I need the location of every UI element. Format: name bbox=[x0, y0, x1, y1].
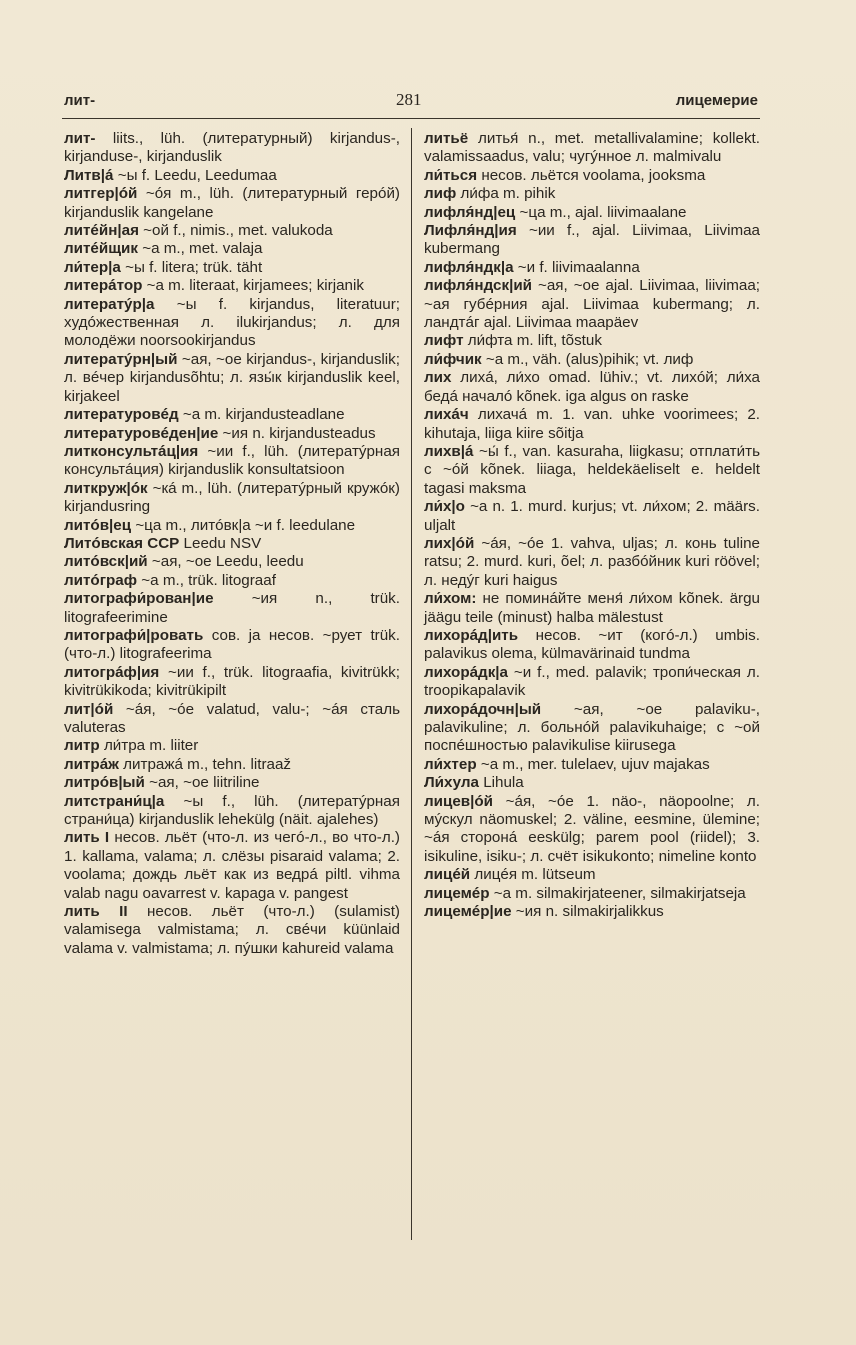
entry-headword: лифля́нд|ец bbox=[424, 203, 516, 221]
dictionary-entry bbox=[424, 756, 760, 774]
entry-headword: Ли́хула bbox=[424, 774, 479, 792]
entry-definition: ~ии f., ajal. Liivimaa, Liivimaa kubermang bbox=[424, 222, 760, 258]
dictionary-entry bbox=[64, 443, 400, 480]
entry-headword: лихáч bbox=[424, 406, 469, 424]
dictionary-entry bbox=[64, 756, 400, 774]
dictionary-entry bbox=[64, 406, 400, 424]
dictionary-entry bbox=[64, 425, 400, 443]
dictionary-entry bbox=[64, 553, 400, 571]
entry-definition: Leedu NSV bbox=[183, 534, 262, 552]
entry-headword: ли́ться bbox=[424, 166, 478, 184]
entry-definition: ~ы f., lüh. (литератýрная страни́ца) kirjanduslik lehekülg (näit. ajalehes) bbox=[64, 792, 400, 829]
entry-headword: ли́тер|а bbox=[64, 258, 121, 276]
entry-headword: лить I bbox=[64, 829, 110, 847]
entry-definition: ~а m. literaat, kirjamees; kirjanik bbox=[146, 277, 364, 295]
entry-definition: ~ая, ~ое ajal. Liivimaa, liivimaa; ~ая губéрния ajal. Liivimaa kubermang; л. ландтáг ajal. Liivimaa maapäev bbox=[424, 277, 760, 332]
dictionary-entry bbox=[424, 204, 760, 222]
entry-definition: ~кá m., lüh. (литератýрный кружóк) kirjandusring bbox=[64, 479, 400, 516]
dictionary-entry bbox=[64, 903, 400, 958]
entry-definition: ~а m., trük. litograaf bbox=[141, 571, 276, 589]
entry-headword: лицемéр|ие bbox=[424, 903, 512, 921]
entry-definition: несов. льётся voolama, jooksma bbox=[481, 166, 706, 184]
dictionary-entry bbox=[424, 535, 760, 590]
dictionary-entry bbox=[64, 167, 400, 185]
right-column bbox=[424, 130, 760, 921]
entry-headword: литератýрн|ый bbox=[64, 350, 178, 368]
entry-headword: Литóвская ССР bbox=[64, 534, 180, 552]
entry-headword: литóвск|ий bbox=[64, 553, 148, 571]
entry-definition: ~а m., met. valaja bbox=[142, 240, 263, 258]
entry-definition: сов. ja несов. ~рует trük. (что-л.) litografeerima bbox=[64, 626, 400, 663]
entry-headword: литогрáф|ия bbox=[64, 663, 160, 681]
entry-definition: ~а m. silmakirjateener, silmakirjatseja bbox=[493, 884, 746, 902]
dictionary-entry bbox=[64, 627, 400, 664]
dictionary-entry bbox=[64, 351, 400, 406]
entry-headword: литературовéд bbox=[64, 406, 179, 424]
dictionary-entry bbox=[64, 517, 400, 535]
entry-headword: Лифля́нд|ия bbox=[424, 222, 517, 240]
entry-headword: лифт bbox=[424, 332, 464, 350]
entry-definition: ~а m. kirjandusteadlane bbox=[182, 406, 345, 424]
entry-definition: ~ии f., lüh. (литератýрная консультáция) kirjanduslik konsultatsioon bbox=[64, 442, 400, 479]
dictionary-entry bbox=[64, 222, 400, 240]
dictionary-entry bbox=[424, 590, 760, 627]
dictionary-entry bbox=[424, 627, 760, 664]
dictionary-entry bbox=[424, 664, 760, 701]
dictionary-entry bbox=[424, 774, 760, 792]
dictionary-entry bbox=[424, 277, 760, 332]
entry-headword: лить II bbox=[64, 903, 128, 921]
dictionary-entry bbox=[64, 480, 400, 517]
entry-definition: ~ая, ~ое Leedu, leedu bbox=[151, 553, 304, 571]
dictionary-entry bbox=[64, 130, 400, 167]
entry-headword: литéйщик bbox=[64, 240, 138, 258]
entry-headword: литстрани́ц|а bbox=[64, 792, 165, 810]
entry-headword: лих bbox=[424, 369, 452, 387]
dictionary-entry bbox=[64, 296, 400, 351]
dictionary-entry bbox=[424, 351, 760, 369]
entry-headword: лит|óй bbox=[64, 700, 114, 718]
entry-headword: литр bbox=[64, 737, 100, 755]
dictionary-entry bbox=[424, 130, 760, 167]
entry-definition: liits., lüh. (литературный) kirjandus-, kirjanduse-, kirjanduslik bbox=[64, 130, 400, 166]
dictionary-entry bbox=[424, 406, 760, 443]
entry-definition: ~ца m., ajal. liivimaalane bbox=[519, 203, 687, 221]
entry-headword: лицемéр bbox=[424, 884, 490, 902]
entry-headword: литéйн|ая bbox=[64, 222, 139, 240]
dictionary-entry bbox=[424, 443, 760, 498]
entry-headword: литгер|óй bbox=[64, 185, 138, 203]
entry-definition: ~ая, ~ое liitriline bbox=[149, 774, 260, 792]
dictionary-entry bbox=[424, 369, 760, 406]
dictionary-entry bbox=[424, 793, 760, 867]
entry-headword: литографи́рован|ие bbox=[64, 590, 214, 608]
entry-definition: литья́ n., met. metallivalamine; kollekt. valamissaadus, valu; чугýнное л. malmivalu bbox=[424, 130, 760, 166]
entry-headword: лих|óй bbox=[424, 534, 475, 552]
entry-definition: ~а n. 1. murd. kurjus; vt. ли́хом; 2. määrs. uljalt bbox=[424, 498, 760, 534]
entry-headword: литературовéден|ие bbox=[64, 424, 219, 442]
dictionary-entry bbox=[424, 332, 760, 350]
entry-definition: Lihula bbox=[483, 774, 524, 792]
entry-headword: литконсультáц|ия bbox=[64, 442, 199, 460]
entry-definition: ~ы f. kirjandus, literatuur; худóжественная л. ilukirjandus; л. для молодёжи noorsookirjandus bbox=[64, 295, 400, 350]
entry-definition: лихачá m. 1. van. uhke voorimees; 2. kihutaja, liiga kiire sõitja bbox=[424, 406, 760, 442]
running-header bbox=[64, 88, 758, 118]
entry-headword: лицев|óй bbox=[424, 792, 493, 810]
entry-definition: лихá, ли́хо omad. lühiv.; vt. лихóй; ли́ха бедá началó kõnek. iga algus on raske bbox=[424, 369, 760, 405]
entry-definition: ~а m., mer. tulelaev, ujuv majakas bbox=[480, 755, 710, 773]
entry-headword: ли́хтер bbox=[424, 755, 477, 773]
dictionary-entry bbox=[64, 774, 400, 792]
dictionary-entry bbox=[64, 240, 400, 258]
entry-headword: литóв|ец bbox=[64, 516, 132, 534]
entry-definition: ~ии f., trük. litograafia, kivitrükk; kivitrükikoda; kivitrükipilt bbox=[64, 663, 400, 700]
entry-headword: лихорáдк|а bbox=[424, 663, 508, 681]
page-number: 281 bbox=[396, 90, 422, 109]
entry-headword: лихорáд|ить bbox=[424, 626, 519, 644]
entry-definition: ~ая, ~ое palaviku-, palavikuline; л. больнóй palavikuhaige; с ~ой поспéшностью palavikulise kiirusega bbox=[424, 700, 760, 755]
entry-definition: ~ы f. litera; trük. täht bbox=[125, 258, 263, 276]
dictionary-entry bbox=[424, 185, 760, 203]
entry-definition: ~и f. liivimaalanna bbox=[517, 258, 640, 276]
entry-definition: ~ца m., литóвк|а ~и f. leedulane bbox=[135, 516, 356, 534]
dictionary-entry bbox=[424, 498, 760, 535]
entry-headword: литьё bbox=[424, 130, 469, 147]
header-right-guideword: лицемерие bbox=[675, 92, 758, 109]
entry-headword: ли́фчик bbox=[424, 350, 482, 368]
entry-definition: ~ы f. Leedu, Leedumaa bbox=[117, 166, 277, 184]
dictionary-entry bbox=[64, 664, 400, 701]
entry-definition: несов. ~ит (когó-л.) umbis. palavikus olema, külmavärinaid tundma bbox=[424, 626, 760, 663]
dictionary-entry bbox=[64, 737, 400, 755]
entry-definition: ~áя, ~óе 1. näo-, näopoolne; л. мýскул näomuskel; 2. väline, eesmine, ülemine; ~áя сторонá eeskülg; parem pool (riidel); 3. isikuline, isiku-; л. счёт isikukonto; nimeline konto bbox=[424, 792, 760, 865]
entry-definition: литражá m., tehn. litraaž bbox=[123, 755, 291, 773]
column-divider bbox=[411, 128, 412, 1240]
entry-headword: литкруж|óк bbox=[64, 479, 148, 497]
entry-definition: ~ы́ f., van. kasuraha, liigkasu; отплати́ть с ~óй kõnek. liiaga, heldekäeliselt e. heldelt tagasi maksma bbox=[424, 442, 760, 497]
entry-definition: ~ия n. kirjandusteadus bbox=[222, 424, 376, 442]
dictionary-entry bbox=[424, 259, 760, 277]
entry-definition: ~ая, ~ое kirjandus-, kirjanduslik; л. вéчер kirjandusõhtu; л. язы́к kirjanduslik keel, kirjakeel bbox=[64, 350, 400, 405]
dictionary-entry bbox=[424, 885, 760, 903]
dictionary-entry bbox=[64, 259, 400, 277]
entry-headword: ли́хом: bbox=[424, 590, 477, 608]
entry-headword: литрóв|ый bbox=[64, 774, 145, 792]
header-rule bbox=[62, 118, 760, 119]
entry-definition: ли́фа m. pihik bbox=[460, 185, 556, 203]
dictionary-entry bbox=[64, 590, 400, 627]
entry-headword: Литв|á bbox=[64, 166, 114, 184]
left-column bbox=[64, 130, 400, 958]
dictionary-entry bbox=[64, 277, 400, 295]
entry-definition: несов. льёт (что-л.) (sulamist) valamisega valmistama; л. свéчи küünlaid valama v. valmistama; л. пýшки kahureid valama bbox=[64, 903, 400, 957]
entry-headword: литерáтор bbox=[64, 277, 143, 295]
entry-definition: ~а m., väh. (alus)pihik; vt. лиф bbox=[485, 350, 694, 368]
dictionary-entry bbox=[64, 185, 400, 222]
entry-definition: не поминáйте меня́ ли́хом kõnek. ärgu jäägu teile (minust) halba mälestust bbox=[424, 590, 760, 626]
entry-headword: лит- bbox=[64, 130, 96, 147]
entry-definition: ли́фта m. lift, tõstuk bbox=[467, 332, 602, 350]
entry-headword: ли́х|о bbox=[424, 498, 465, 516]
entry-definition: ~áя, ~óе 1. vahva, uljas; л. конь tuline ratsu; 2. murd. kuri, õel; л. разбóйник kuri röövel; л. недýг kuri haigus bbox=[424, 534, 760, 589]
entry-headword: лихорáдочн|ый bbox=[424, 700, 542, 718]
entry-headword: лифля́ндк|а bbox=[424, 258, 514, 276]
entry-headword: лихв|á bbox=[424, 442, 474, 460]
entry-headword: литератýр|а bbox=[64, 295, 155, 313]
entry-definition: лицéя m. lütseum bbox=[474, 866, 596, 884]
dictionary-entry bbox=[64, 701, 400, 738]
entry-headword: литрáж bbox=[64, 755, 119, 773]
dictionary-entry bbox=[64, 793, 400, 830]
entry-definition: ~и f., med. palavik; тропи́ческая л. troopikapalavik bbox=[424, 663, 760, 700]
dictionary-entry bbox=[424, 167, 760, 185]
dictionary-entry bbox=[424, 222, 760, 259]
dictionary-entry bbox=[64, 535, 400, 553]
dictionary-entry bbox=[424, 701, 760, 756]
entry-headword: лиф bbox=[424, 185, 457, 203]
header-left-guideword: лит- bbox=[64, 92, 96, 109]
entry-headword: литóграф bbox=[64, 571, 138, 589]
entry-headword: лицéй bbox=[424, 866, 471, 884]
dictionary-entry bbox=[424, 903, 760, 921]
entry-definition: ~áя, ~óе valatud, valu-; ~áя сталь valuteras bbox=[64, 700, 400, 736]
entry-definition: ли́тра m. liiter bbox=[103, 737, 199, 755]
dictionary-entry bbox=[424, 866, 760, 884]
dictionary-entry bbox=[64, 829, 400, 903]
entry-definition: ~ия n. silmakirjalikkus bbox=[515, 903, 664, 921]
entry-definition: несов. льёт (что-л. из чегó-л., во что-л.) 1. kallama, valama; л. слёзы pisaraid valama; 2. voolama; дождь льёт как из ведрá piltl. vihma valab nagu oavarrest v. kapaga v. pangest bbox=[64, 829, 400, 902]
entry-definition: ~óя m., lüh. (литературный герóй) kirjanduslik kangelane bbox=[64, 185, 400, 221]
entry-headword: литографи́|ровать bbox=[64, 626, 204, 644]
dictionary-entry bbox=[64, 572, 400, 590]
entry-definition: ~ия n., trük. litografeerimine bbox=[64, 590, 400, 626]
entry-definition: ~ой f., nimis., met. valukoda bbox=[143, 222, 333, 240]
entry-headword: лифля́ндск|ий bbox=[424, 277, 532, 295]
